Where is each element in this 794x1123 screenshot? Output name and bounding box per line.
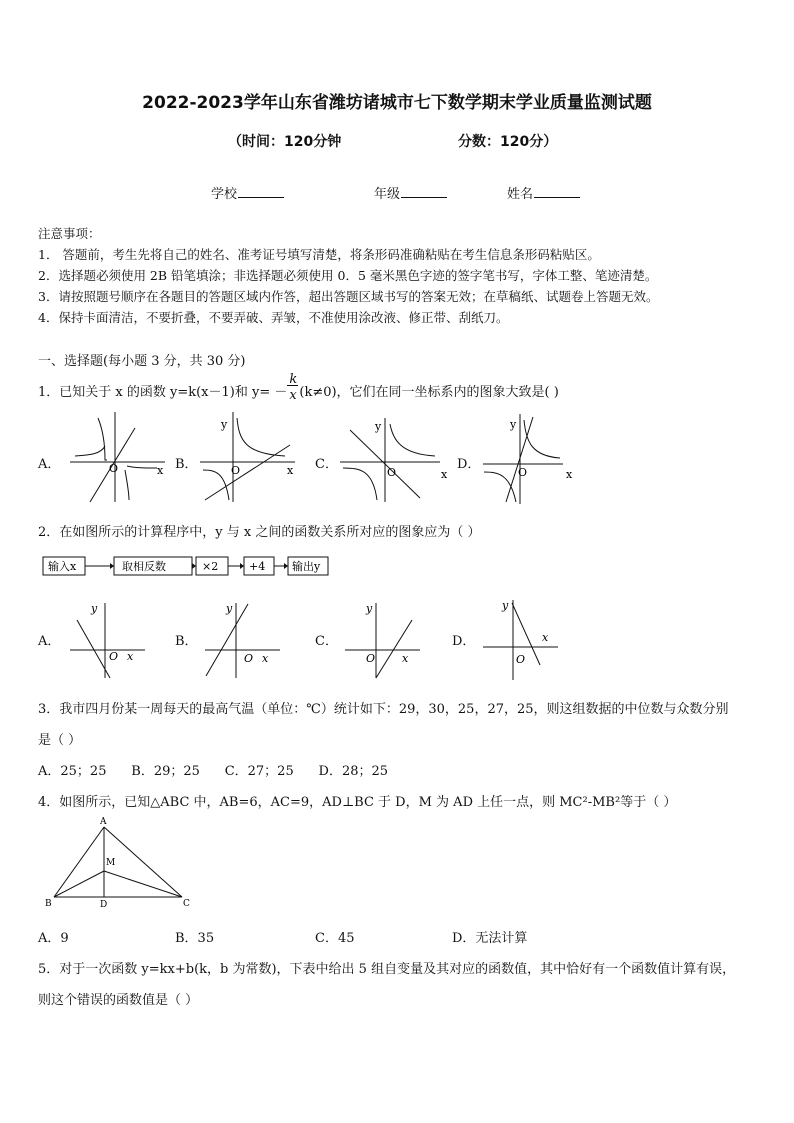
- y-label: y: [502, 599, 509, 612]
- label-b: B: [45, 899, 52, 909]
- y-label: y: [375, 420, 382, 433]
- q2-graph-a: [65, 598, 150, 683]
- flow-text-negate: 取相反数: [122, 560, 166, 573]
- question-5-line2: 则这个错误的函数值是（ ）: [38, 993, 199, 1008]
- q1-graph-c: [335, 410, 450, 505]
- y-label: y: [221, 418, 228, 431]
- frac-num: k: [289, 371, 298, 387]
- q4-option-a: A．9: [38, 931, 69, 946]
- origin-label: O: [244, 652, 254, 665]
- score-info: 分数：120分）: [458, 134, 558, 150]
- school-label: 学校: [211, 187, 238, 202]
- q4-triangle-figure: [40, 815, 200, 911]
- y-label: y: [91, 602, 98, 615]
- x-label: x: [566, 468, 573, 481]
- school-field: [211, 183, 284, 202]
- question-4: 4．如图所示，已知△ABC 中，AB=6，AC=9，AD⊥BC 于 D，M 为 AD 上任一点，则 MC²-MB²等于（ ）: [38, 795, 677, 810]
- fraction-k-over-x: [287, 371, 299, 403]
- q2-option-c: C．: [315, 634, 338, 649]
- x-label: x: [262, 652, 269, 665]
- frac-den: x: [289, 387, 297, 403]
- grade-field: [374, 183, 447, 202]
- notice-item-4: 4．保持卡面清洁，不要折叠，不要弄破、弄皱，不准使用涂改液、修正带、刮纸刀。: [38, 310, 509, 325]
- q1-option-a: A．: [38, 457, 61, 472]
- x-label: x: [402, 652, 409, 665]
- question-5-line1: 5．对于一次函数 y=kx+b(k，b 为常数)，下表中给出 5 组自变量及其对应的函数值，其中恰好有一个函数值计算有误，: [38, 962, 736, 977]
- time-info: （时间：120分钟: [228, 134, 342, 150]
- flow-text-times2: ×2: [202, 560, 219, 573]
- x-label: x: [287, 464, 294, 477]
- origin-label: O: [518, 466, 528, 479]
- q2-option-a: A．: [38, 634, 61, 649]
- q2-option-d: D．: [452, 634, 476, 649]
- q1-option-c: C．: [315, 457, 338, 472]
- notice-heading: 注意事项：: [38, 226, 101, 241]
- q1-text-b: (k≠0)，它们在同一坐标系内的图象大致是( ): [299, 385, 559, 400]
- q1-graph-b: [195, 410, 300, 505]
- q2-option-b: B．: [175, 634, 198, 649]
- x-label: x: [127, 650, 134, 663]
- q1-graph-d: [478, 412, 578, 507]
- question-2: 2．在如图所示的计算程序中，y 与 x 之间的函数关系所对应的图象应为（ ）: [38, 525, 481, 540]
- notice-item-3: 3．请按照题号顺序在各题目的答题区域内作答，超出答题区域书写的答案无效；在草稿纸、试题卷上答题无效。: [38, 289, 659, 304]
- q4-option-c: C．45: [315, 931, 355, 946]
- x-label: x: [157, 464, 164, 477]
- origin-label: O: [231, 464, 241, 477]
- y-label: y: [366, 602, 373, 615]
- q4-option-d: D．无法计算: [452, 931, 528, 946]
- notice-item-1: 1． 答题前，考生先将自己的姓名、准考证号填写清楚，将条形码准确粘贴在考生信息条形码粘贴区。: [38, 247, 600, 262]
- label-a: A: [100, 817, 107, 827]
- y-label: y: [226, 602, 233, 615]
- label-d: D: [100, 900, 108, 910]
- origin-label: O: [109, 462, 119, 475]
- question-3-line1: 3．我市四月份某一周每天的最高气温（单位：℃）统计如下：29，30，25，27，25，则这组数据的中位数与众数分别: [38, 702, 729, 717]
- flow-text-output: 输出y: [292, 560, 321, 573]
- flow-text-plus4: +4: [249, 560, 266, 573]
- page-title: 2022-2023学年山东省潍坊诸城市七下数学期末学业质量监测试题: [142, 93, 652, 113]
- question-3-line2: 是（ ）: [38, 733, 82, 748]
- origin-label: O: [516, 653, 526, 666]
- section-heading: 一、选择题(每小题 3 分，共 30 分): [38, 354, 246, 369]
- y-label: y: [510, 418, 517, 431]
- label-c: C: [183, 899, 190, 909]
- origin-label: O: [387, 466, 397, 479]
- notice-item-2: 2．选择题必须使用 2B 铅笔填涂；非选择题必须使用 0．5 毫米黑色字迹的签字笔书写，字体工整、笔迹清楚。: [38, 268, 658, 283]
- q2-graph-d: [478, 595, 563, 683]
- q1-graph-a: [65, 410, 170, 505]
- origin-label: O: [366, 652, 376, 665]
- q1-option-d: D．: [457, 457, 481, 472]
- flow-text-input: 输入x: [48, 560, 77, 573]
- q1-option-b: B．: [175, 457, 198, 472]
- q2-graph-c: [340, 598, 425, 683]
- name-field: [507, 183, 580, 202]
- x-label: x: [542, 631, 549, 644]
- name-label: 姓名: [507, 187, 534, 202]
- x-label: x: [441, 468, 448, 481]
- grade-label: 年级: [374, 187, 401, 202]
- q3-options: A．25；25 B．29；25 C．27；25 D．28；25: [38, 764, 389, 779]
- origin-label: O: [109, 650, 119, 663]
- question-1: [38, 371, 559, 403]
- q4-option-b: B．35: [175, 931, 215, 946]
- label-m: M: [106, 858, 116, 868]
- q2-graph-b: [200, 598, 285, 683]
- q1-text-a: 1．已知关于 x 的函数 y=k(x－1)和 y= －: [38, 385, 288, 400]
- q2-flowchart: [42, 555, 342, 579]
